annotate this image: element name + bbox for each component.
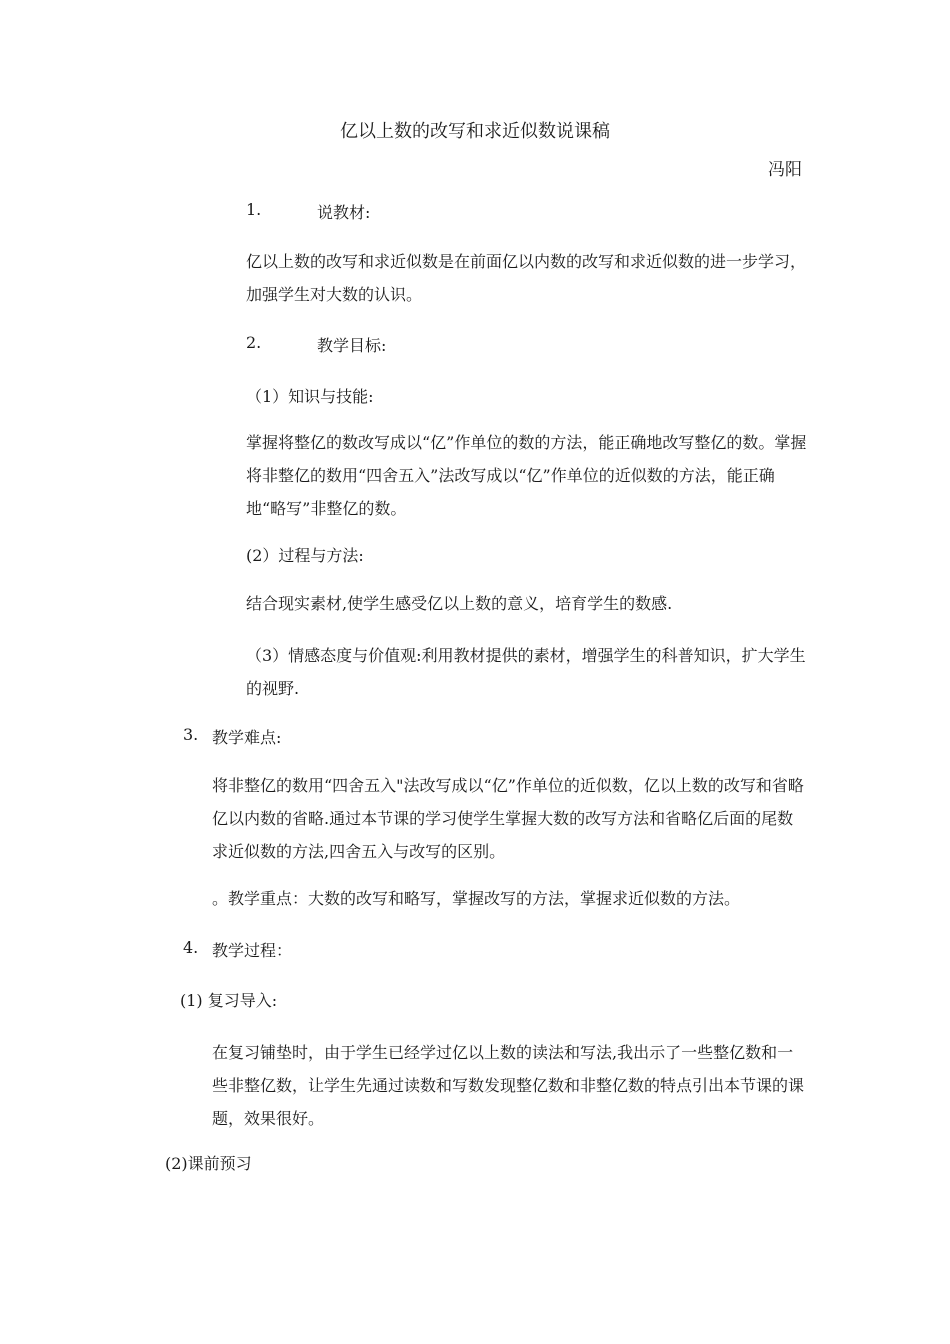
- author-name: 冯阳: [768, 160, 802, 180]
- section-3-number: 3.: [183, 725, 199, 744]
- section-4-sub-1-body: 在复习铺垫时，由于学生已经学过亿以上数的读法和写法,我出示了一些整亿数和一些非整亿数，让学生先通过读数和写数发现整亿数和非整亿数的特点引出本节课的课题，效果很好。: [212, 1043, 805, 1128]
- section-1-body: 亿以上数的改写和求近似数是在前面亿以内数的改写和求近似数的进一步学习，加强学生对大数的认识。: [246, 252, 807, 304]
- section-1-heading: [246, 200, 371, 222]
- section-2-label: 教学目标:: [317, 336, 387, 355]
- section-2-sub-2-heading: (2）过程与方法:: [246, 546, 364, 565]
- document-title: 亿以上数的改写和求近似数说课稿: [340, 121, 610, 142]
- section-3-key-points: 。教学重点：大数的改写和略写，掌握改写的方法，掌握求近似数的方法。: [212, 889, 741, 908]
- section-1-label: 说教材:: [317, 203, 371, 222]
- section-3-label: 教学难点:: [212, 728, 282, 747]
- section-1-number: 1.: [246, 200, 262, 219]
- section-4-sub-2-heading: (2)课前预习: [165, 1154, 252, 1173]
- section-3-body: 将非整亿的数用“四舍五入"法改写成以“亿”作单位的近似数，亿以上数的改写和省略亿以内数的省略.通过本节课的学习使学生掌握大数的改写方法和省略亿后面的尾数求近似数的方法,四舍五入与改写的区别。: [212, 776, 804, 861]
- section-2-number: 2.: [246, 333, 262, 352]
- section-2-sub-3: （3）情感态度与价值观:利用教材提供的素材，增强学生的科普知识，扩大学生的视野.: [246, 646, 806, 698]
- section-2-sub-2-body: 结合现实素材,使学生感受亿以上数的意义，培育学生的数感.: [246, 594, 673, 613]
- section-2-sub-1-body: 掌握将整亿的数改写成以“亿”作单位的数的方法，能正确地改写整亿的数。掌握将非整亿的数用“四舍五入”法改写成以“亿”作单位的近似数的方法，能正确地“略写”非整亿的数。: [246, 433, 807, 518]
- section-4-heading: [183, 938, 293, 960]
- section-4-sub-1-heading: (1) 复习导入:: [180, 991, 278, 1010]
- section-4-number: 4.: [183, 938, 199, 957]
- section-2-sub-1-heading: （1）知识与技能:: [246, 387, 374, 406]
- section-3-heading: [183, 725, 282, 747]
- section-2-heading: [246, 333, 387, 355]
- section-4-label: 教学过程：: [212, 941, 293, 960]
